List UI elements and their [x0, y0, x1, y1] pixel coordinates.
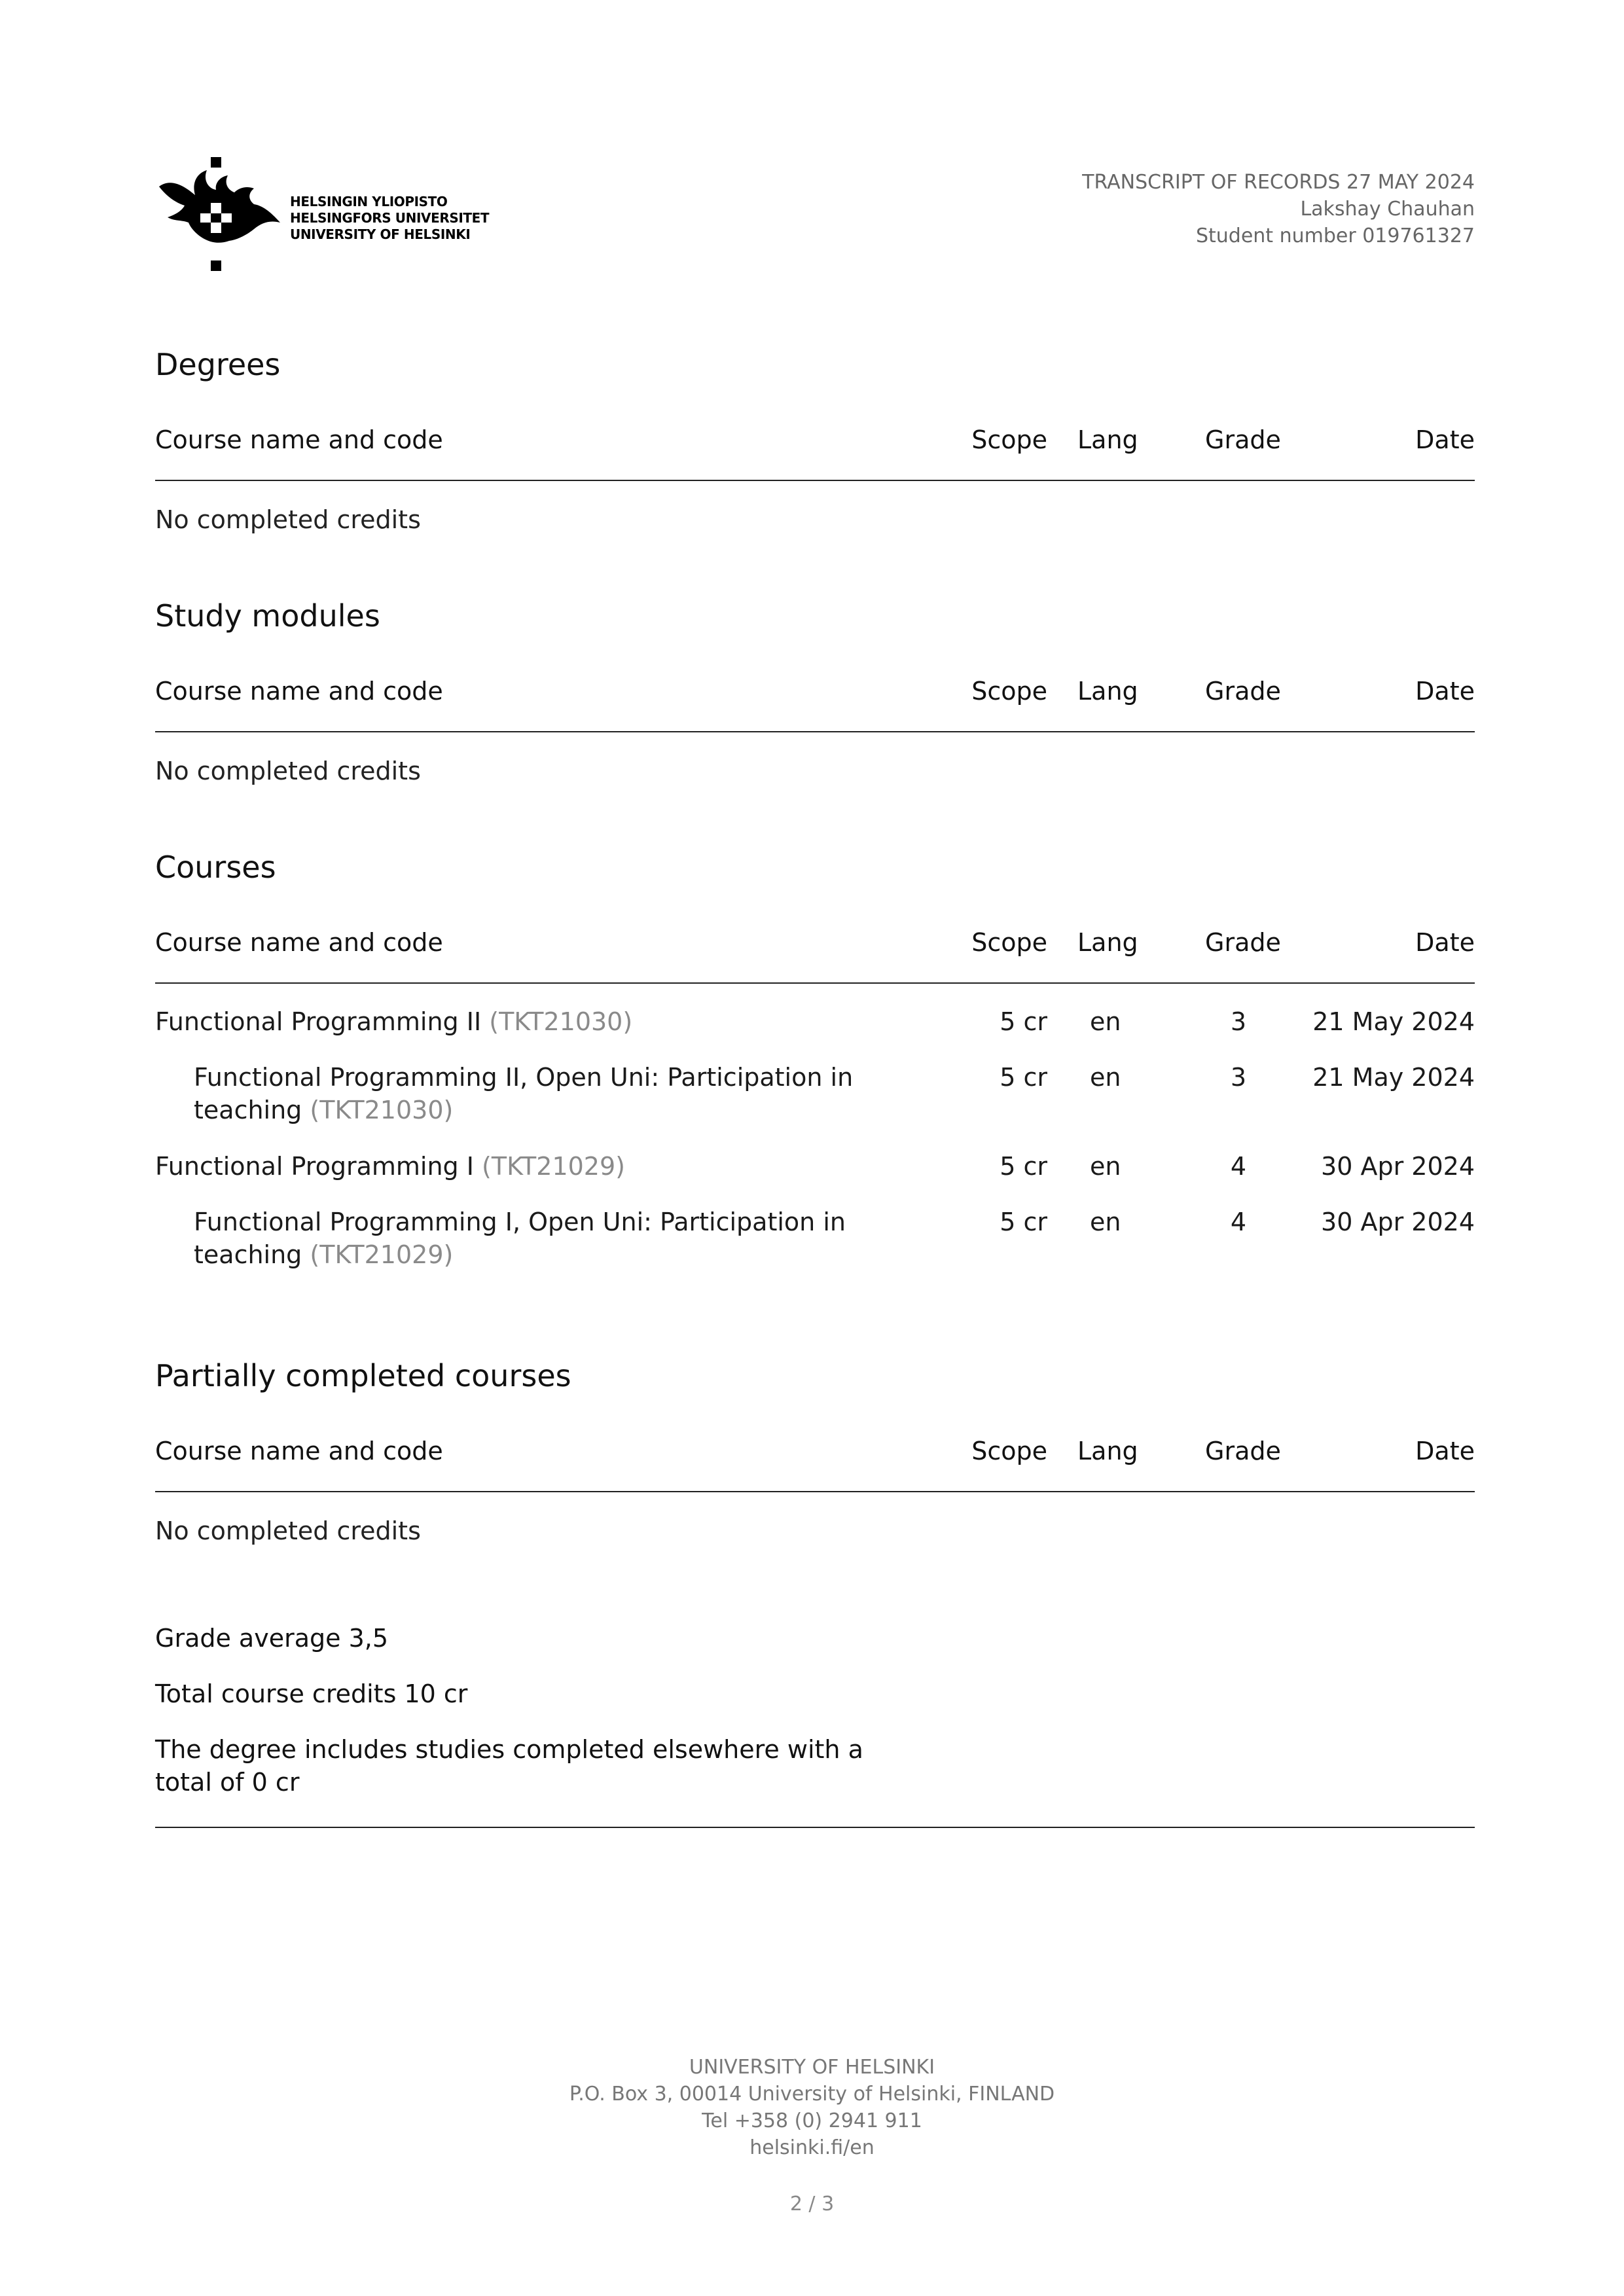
grade-average: Grade average 3,5 — [155, 1624, 389, 1653]
course-lang: en — [1090, 1208, 1121, 1236]
course-name: Functional Programming II (TKT21030) — [155, 1007, 633, 1036]
divider — [155, 1491, 1475, 1492]
col-scope: Scope — [971, 425, 1047, 454]
col-date: Date — [1415, 425, 1475, 454]
student-name: Lakshay Chauhan — [1300, 198, 1475, 221]
col-grade: Grade — [1205, 677, 1281, 706]
course-code: (TKT21030) — [489, 1007, 633, 1036]
course-grade: 3 — [1230, 1063, 1247, 1092]
col-lang: Lang — [1077, 928, 1138, 957]
col-date: Date — [1415, 677, 1475, 706]
empty-message-partial: No completed credits — [155, 1516, 421, 1545]
course-date: 30 Apr 2024 — [1321, 1208, 1475, 1236]
elsewhere-credits: The degree includes studies completed elsewhere with a total of 0 cr — [155, 1735, 863, 1797]
col-grade: Grade — [1205, 928, 1281, 957]
document-header-info — [1082, 169, 1475, 249]
logo-line-sv: HELSINGFORS UNIVERSITET — [290, 210, 490, 226]
course-grade: 3 — [1230, 1007, 1247, 1036]
course-grade: 4 — [1230, 1208, 1247, 1236]
section-title-courses: Courses — [155, 850, 276, 885]
divider — [155, 731, 1475, 732]
col-date: Date — [1415, 1437, 1475, 1465]
logo-line-fi: HELSINGIN YLIOPISTO — [290, 194, 448, 209]
course-code: (TKT21029) — [482, 1152, 625, 1181]
course-scope: 5 cr — [1000, 1152, 1047, 1181]
page-number: 2 / 3 — [789, 2193, 835, 2215]
col-name: Course name and code — [155, 677, 443, 706]
col-grade: Grade — [1205, 425, 1281, 454]
footer-address: P.O. Box 3, 00014 University of Helsinki, FINLAND — [569, 2083, 1055, 2106]
section-title-study-modules: Study modules — [155, 598, 380, 634]
empty-message-degrees: No completed credits — [155, 505, 421, 534]
section-title-partial: Partially completed courses — [155, 1358, 571, 1393]
col-scope: Scope — [971, 1437, 1047, 1465]
course-scope: 5 cr — [1000, 1007, 1047, 1036]
course-date: 21 May 2024 — [1312, 1007, 1475, 1036]
course-code: (TKT21030) — [310, 1096, 454, 1124]
footer-org: UNIVERSITY OF HELSINKI — [689, 2056, 935, 2079]
table-header-courses — [155, 928, 1475, 967]
footer — [0, 2054, 1624, 2161]
document-title: TRANSCRIPT OF RECORDS 27 MAY 2024 — [1082, 171, 1475, 194]
section-title-degrees: Degrees — [155, 347, 281, 382]
table-header-partial — [155, 1437, 1475, 1476]
course-name: Functional Programming I (TKT21029) — [155, 1152, 625, 1181]
flame-torch-logo-icon — [156, 157, 287, 281]
col-lang: Lang — [1077, 677, 1138, 706]
total-credits: Total course credits 10 cr — [155, 1679, 468, 1708]
course-scope: 5 cr — [1000, 1063, 1047, 1092]
empty-message-study-modules: No completed credits — [155, 757, 421, 785]
col-scope: Scope — [971, 928, 1047, 957]
col-name: Course name and code — [155, 425, 443, 454]
course-date: 30 Apr 2024 — [1321, 1152, 1475, 1181]
student-number: Student number 019761327 — [1195, 224, 1475, 247]
course-lang: en — [1090, 1007, 1121, 1036]
col-date: Date — [1415, 928, 1475, 957]
course-name: Functional Programming II, Open Uni: Participation in teaching (TKT21030) — [194, 1063, 854, 1124]
course-scope: 5 cr — [1000, 1208, 1047, 1236]
col-lang: Lang — [1077, 425, 1138, 454]
col-scope: Scope — [971, 677, 1047, 706]
table-header-degrees — [155, 425, 1475, 465]
course-lang: en — [1090, 1152, 1121, 1181]
course-grade: 4 — [1230, 1152, 1247, 1181]
col-grade: Grade — [1205, 1437, 1281, 1465]
divider — [155, 1827, 1475, 1828]
col-lang: Lang — [1077, 1437, 1138, 1465]
course-date: 21 May 2024 — [1312, 1063, 1475, 1092]
course-code: (TKT21029) — [310, 1240, 454, 1269]
col-name: Course name and code — [155, 928, 443, 957]
university-logo — [156, 157, 496, 281]
col-name: Course name and code — [155, 1437, 443, 1465]
table-header-study-modules — [155, 677, 1475, 716]
course-name: Functional Programming I, Open Uni: Participation in teaching (TKT21029) — [194, 1208, 846, 1269]
logo-wordmark — [290, 194, 489, 243]
logo-line-en: UNIVERSITY OF HELSINKI — [290, 226, 471, 242]
divider — [155, 480, 1475, 481]
course-lang: en — [1090, 1063, 1121, 1092]
footer-phone: Tel +358 (0) 2941 911 — [702, 2109, 922, 2132]
footer-web: helsinki.fi/en — [749, 2136, 875, 2159]
divider — [155, 982, 1475, 984]
